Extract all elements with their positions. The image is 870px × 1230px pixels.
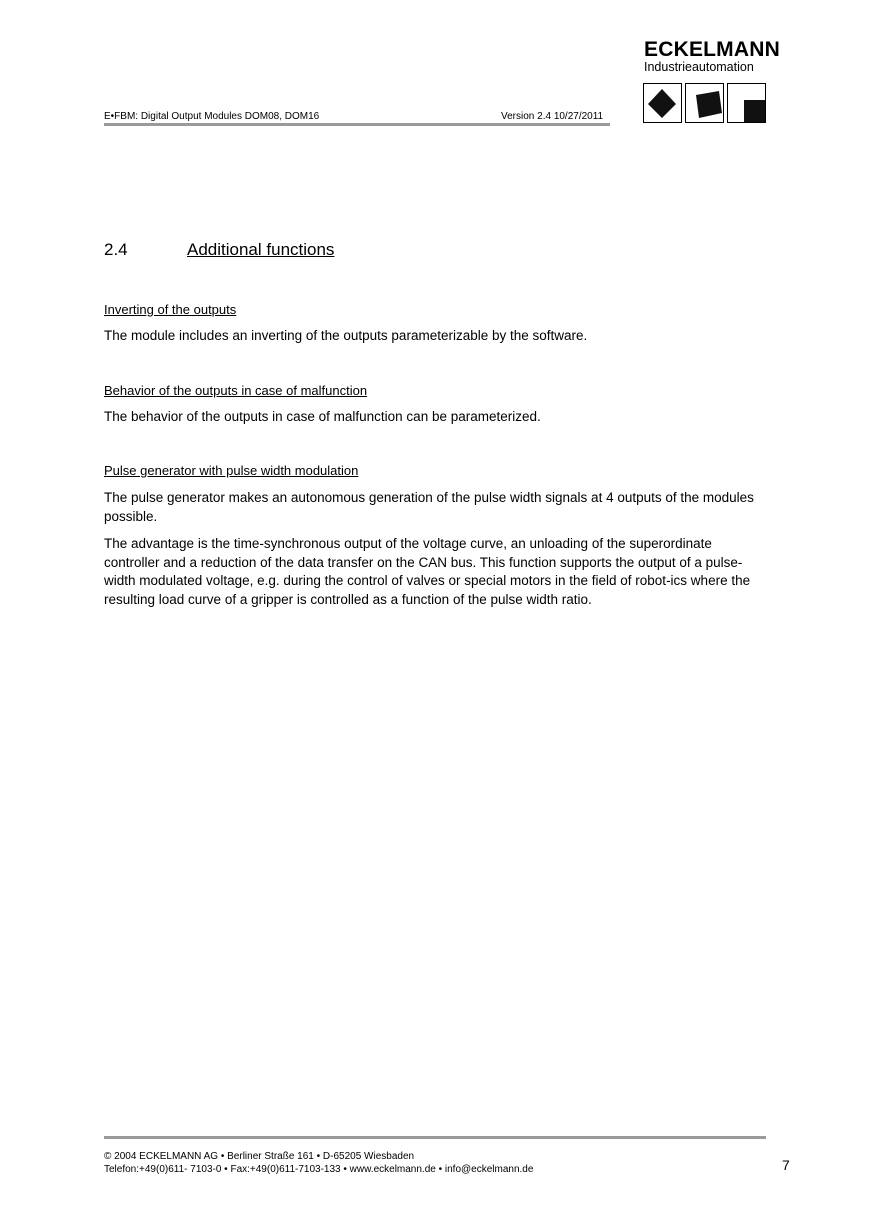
logo-company-name: ECKELMANN <box>644 38 780 61</box>
paragraph-pulse-advantage: The advantage is the time-synchronous output of the voltage curve, an unloading of the superordinate controller and a reduction of the data transfer on the CAN bus. This function supports the output of a pulse-width modulated voltage, e.g. during the control of valves or special motors in the field of robot-ics where the resulting load curve of a gripper is controlled as a function of the pulse width ratio. <box>104 536 751 607</box>
header-document-title: E•FBM: Digital Output Modules DOM08, DOM16 <box>104 111 320 122</box>
header-version: Version 2.4 10/27/2011 <box>501 111 604 122</box>
header-rule <box>104 123 610 126</box>
subsection-heading-pulse-generator: Pulse generator with pulse width modulation <box>104 463 359 478</box>
paragraph-pulse-generator: The pulse generator makes an autonomous generation of the pulse width signals at 4 outputs of the modules possible. <box>104 490 754 524</box>
logo-company-subtitle: Industrieautomation <box>644 60 754 74</box>
footer-address: © 2004 ECKELMANN AG • Berliner Straße 161 • D-65205 Wiesbaden <box>104 1151 415 1162</box>
page-number: 7 <box>782 1157 790 1173</box>
subsection-heading-malfunction: Behavior of the outputs in case of malfunction <box>104 383 368 398</box>
logo-boxes-icon <box>643 83 767 125</box>
section-number: 2.4 <box>104 240 128 259</box>
paragraph-malfunction: The behavior of the outputs in case of malfunction can be parameterized. <box>104 409 541 424</box>
footer-contact: Telefon:+49(0)611- 7103-0 • Fax:+49(0)611-7103-133 • www.eckelmann.de • info@eckelmann.de <box>104 1164 534 1175</box>
section-title: Additional functions <box>187 240 335 259</box>
footer-rule <box>104 1136 766 1139</box>
paragraph-inverting: The module includes an inverting of the outputs parameterizable by the software. <box>104 328 588 343</box>
subsection-heading-inverting: Inverting of the outputs <box>104 302 237 317</box>
